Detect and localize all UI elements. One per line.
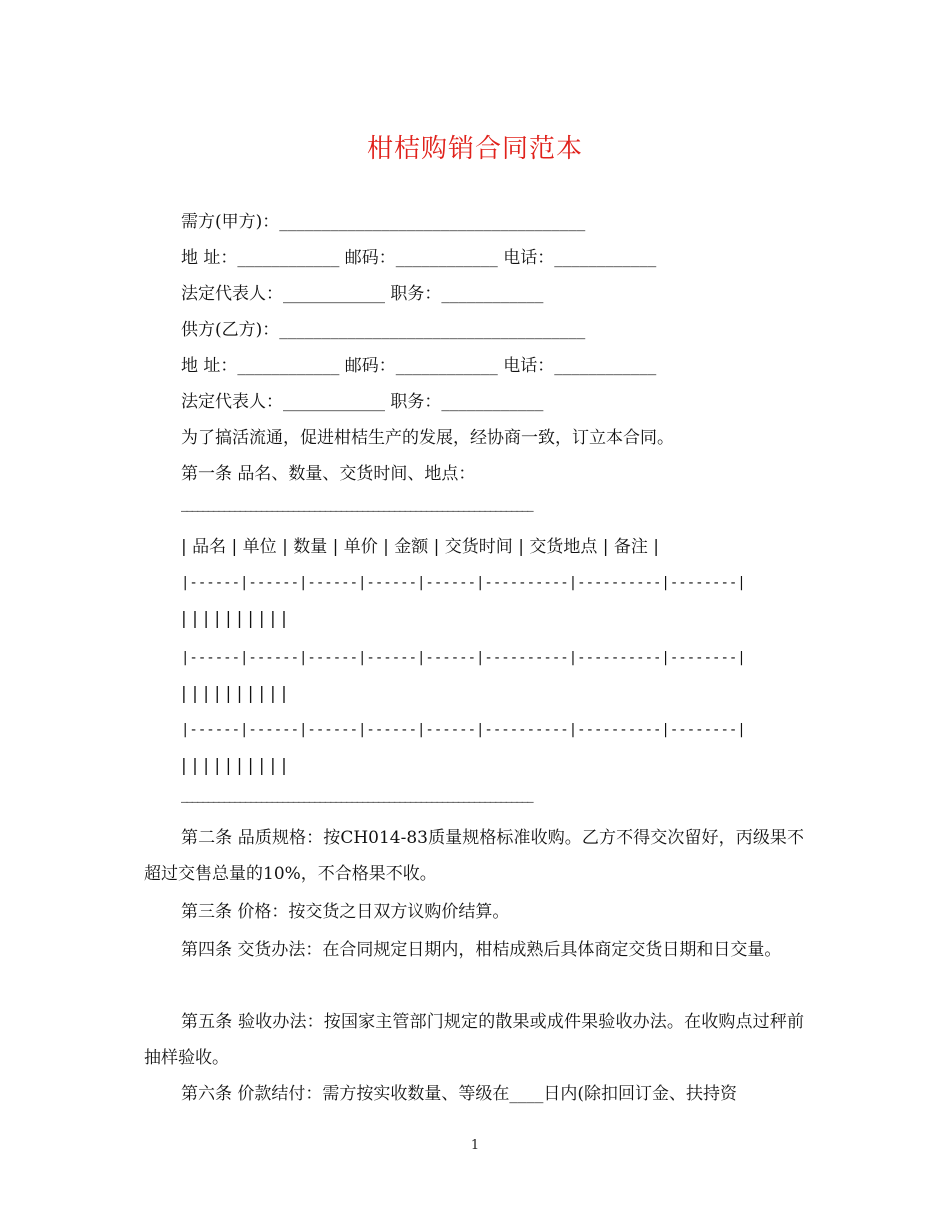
seller-name-line: 供方(乙方)：____________________________________ [181,320,586,340]
table-separator: |------|------|------|------|------|----------|----------|--------| [181,722,746,738]
intro-text: 为了搞活流通，促进柑桔生产的发展，经协商一致，订立本合同。 [181,428,674,448]
table-separator: |------|------|------|------|------|----------|----------|--------| [181,650,746,666]
buyer-representative-line: 法定代表人：____________ 职务：____________ [181,284,544,304]
table-header-row: | 品名 | 单位 | 数量 | 单价 | 金额 | 交货时间 | 交货地点 | 备注 | [181,537,660,557]
table-empty-row: | | | | | | | | | | [181,684,287,704]
table-bottom-border: —————————————————————————————————————————————————————————————————— [181,795,533,808]
page-number: 1 [470,1138,480,1153]
article-4: 第四条 交货办法：在合同规定日期内，柑桔成熟后具体商定交货日期和日交量。 [181,940,782,960]
table-top-border: —————————————————————————————————————————————————————————————————— [181,504,533,517]
table-empty-row: | | | | | | | | | | [181,609,287,629]
article-1-heading: 第一条 品名、数量、交货时间、地点： [181,464,476,484]
article-5: 第五条 验收办法：按国家主管部门规定的散果或成件果验收办法。在收购点过秤前抽样验收。 [144,1012,804,1068]
table-empty-row: | | | | | | | | | | [181,756,287,776]
buyer-address-line: 地 址：____________ 邮码：____________ 电话：____________ [181,248,657,268]
document-title: 柑桔购销合同范本 [366,134,583,164]
seller-representative-line: 法定代表人：____________ 职务：____________ [181,392,544,412]
buyer-name-line: 需方(甲方)：____________________________________ [181,212,586,232]
article-6: 第六条 价款结付：需方按实收数量、等级在____日内(除扣回订金、扶持资 [181,1084,738,1104]
article-3: 第三条 价格：按交货之日双方议购价结算。 [181,902,510,922]
article-2: 第二条 品质规格：按CH014-83质量规格标准收购。乙方不得交次留好，丙级果不超过交售总量的10%，不合格果不收。 [144,828,804,884]
seller-address-line: 地 址：____________ 邮码：____________ 电话：____________ [181,356,657,376]
table-separator: |------|------|------|------|------|----------|----------|--------| [181,575,746,591]
